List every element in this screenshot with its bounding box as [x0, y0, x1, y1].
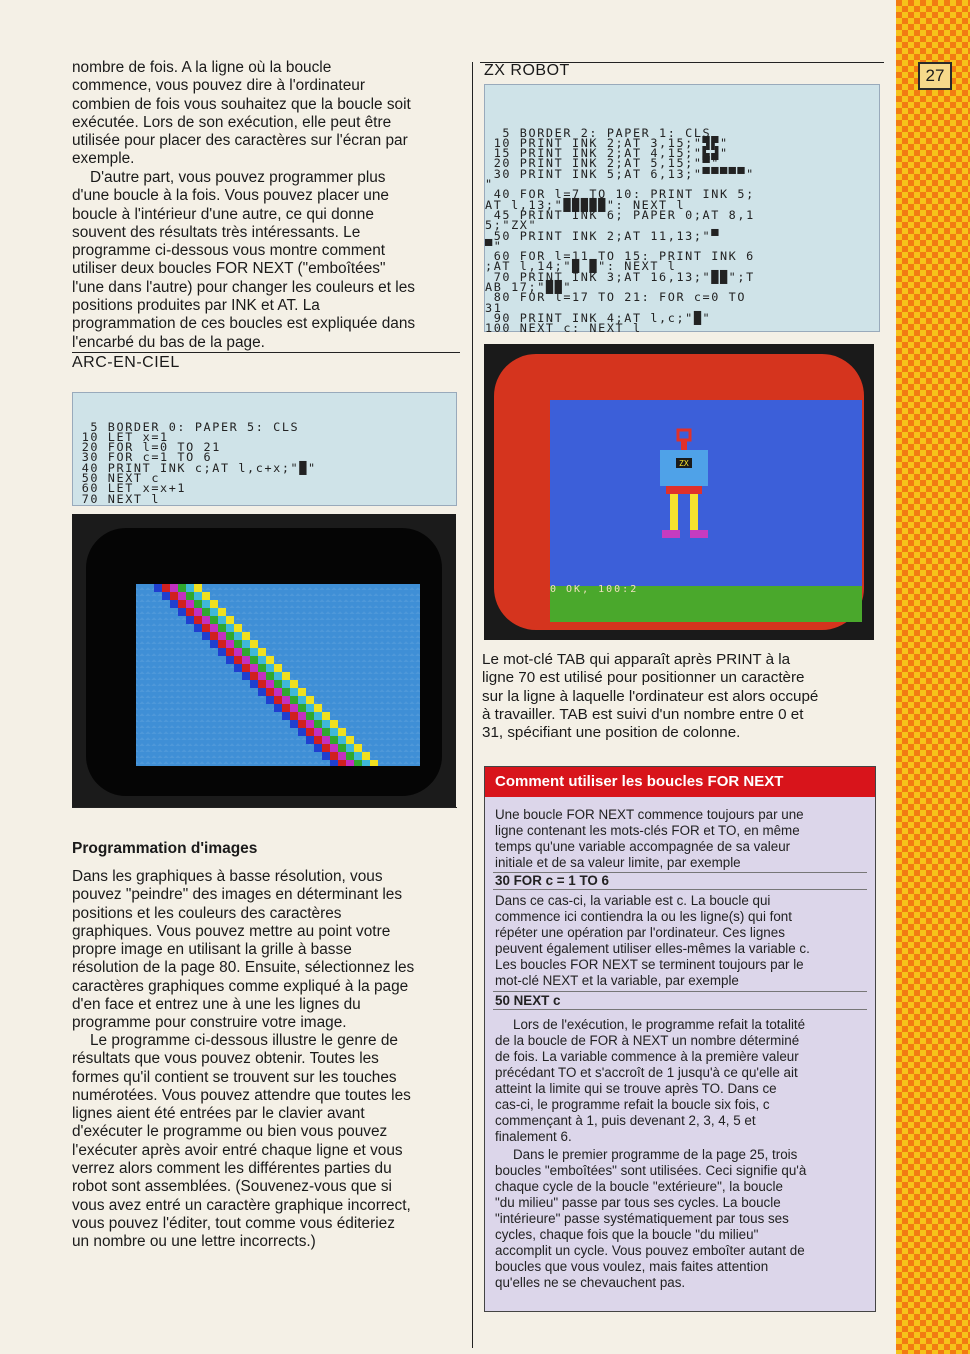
text-line: numérotées. Vous pouvez attendre que toutes les: [72, 1086, 411, 1104]
text-line: graphiques. Vous pouvez mettre au point votre: [72, 922, 391, 940]
rainbow-cell: [298, 712, 306, 720]
rainbow-cell: [290, 696, 298, 704]
rainbow-cell: [226, 624, 234, 632]
code-line: 50 PRINT INK 2;AT 11,13;"▀: [485, 228, 720, 243]
rainbow-cell: [258, 672, 266, 680]
text-line: commence ici contiendra la ou les ligne(s) qui font: [495, 909, 792, 924]
rainbow-cell: [314, 736, 322, 744]
rainbow-cell: [242, 672, 250, 680]
rainbow-cell: [322, 752, 330, 760]
rainbow-cell: [194, 608, 202, 616]
rainbow-cell: [194, 624, 202, 632]
rainbow-cell: [290, 688, 298, 696]
box-rule-2: [493, 889, 867, 890]
rainbow-cell: [354, 760, 362, 766]
rainbow-cell: [202, 632, 210, 640]
rainbow-cell: [210, 632, 218, 640]
rainbow-cell: [338, 736, 346, 744]
rainbow-cell: [306, 696, 314, 704]
rainbow-cell: [314, 704, 322, 712]
rainbow-cell: [242, 640, 250, 648]
rainbow-cell: [226, 632, 234, 640]
rainbow-cell: [162, 584, 170, 592]
text-line: l'exécuter après avoir entré chaque ligne et vous: [72, 1141, 403, 1159]
rainbow-cell: [314, 712, 322, 720]
rainbow-cell: [234, 648, 242, 656]
decorative-side-strip: [896, 0, 970, 1354]
text-line: ligne contenant les mots-clés FOR et TO, en même: [495, 823, 800, 838]
images-paragraph: [72, 868, 464, 1033]
code-line: 100 NEXT c: NEXT l: [485, 321, 642, 336]
rainbow-cell: [250, 648, 258, 656]
rainbow-cell: [242, 656, 250, 664]
text-line: verrez alors comment les différentes parties du: [72, 1160, 392, 1178]
rainbow-cell: [186, 600, 194, 608]
text-line: l'encarbé du bas de la page.: [72, 333, 265, 351]
column-divider: [472, 62, 473, 1348]
rainbow-cell: [170, 600, 178, 608]
arc-en-ciel-listing: [72, 392, 457, 506]
rainbow-cell: [362, 752, 370, 760]
text-line: de la boucle de FOR à NEXT un nombre déterminé: [495, 1033, 800, 1048]
code-line: ": [485, 177, 494, 192]
rainbow-cell: [322, 736, 330, 744]
text-line: sur la ligne à laquelle l'ordinateur est alors occupé: [482, 687, 819, 705]
rainbow-cell: [306, 704, 314, 712]
code-line: 20 FOR l=0 TO 21: [73, 440, 221, 455]
text-line: Dans le premier programme de la page 25, trois: [513, 1147, 798, 1162]
zx-robot-figure-icon: [550, 400, 862, 586]
rainbow-cell: [306, 720, 314, 728]
rainbow-cell: [282, 672, 290, 680]
box-rule-3: [493, 991, 867, 992]
code-line: 30 FOR c=1 TO 6: [73, 450, 213, 465]
text-line: vous pouvez l'éditer, tout comme vous éditeriez: [72, 1214, 395, 1232]
rainbow-cell: [370, 760, 378, 766]
box-paragraph-4: [495, 1147, 869, 1291]
box-paragraph-1: [495, 807, 869, 871]
rainbow-cell: [306, 728, 314, 736]
robot-paragraph: [72, 1032, 464, 1252]
rainbow-cell: [330, 736, 338, 744]
rainbow-cell: [258, 648, 266, 656]
code-line: 60 FOR l=11 TO 15: PRINT INK 6: [485, 249, 755, 264]
rainbow-cell: [266, 680, 274, 688]
rainbow-cell: [250, 680, 258, 688]
rainbow-cell: [250, 656, 258, 664]
code-line: 20 PRINT INK 2;AT 5,15;"▀": [485, 156, 720, 171]
code-line: 60 LET x=x+1: [73, 481, 187, 496]
rainbow-cell: [178, 592, 186, 600]
rainbow-cell: [218, 608, 226, 616]
text-line: peuvent également utiliser elles-mêmes la variable c.: [495, 941, 810, 956]
code-line: 31: [485, 300, 503, 315]
code-line: 70 NEXT l: [73, 491, 161, 506]
rainbow-cell: [234, 632, 242, 640]
tv-bezel: [86, 528, 442, 796]
rainbow-cell: [274, 704, 282, 712]
rainbow-cell: [178, 584, 186, 592]
rainbow-cell: [298, 704, 306, 712]
rainbow-cell: [322, 728, 330, 736]
rainbow-cell: [346, 736, 354, 744]
rainbow-cell: [298, 688, 306, 696]
rainbow-cell: [274, 664, 282, 672]
text-line: pouvez "peindre" des images en déterminant les: [72, 886, 403, 904]
rainbow-cell: [258, 664, 266, 672]
rainbow-cell: [210, 640, 218, 648]
text-line: commençant à 1, puis devenant 2, 3, 4, 5 et: [495, 1113, 756, 1128]
rainbow-cell: [154, 584, 162, 592]
page-number: 27: [918, 62, 952, 90]
text-line: boucle à l'intérieur d'une autre, ce qui donne: [72, 205, 374, 223]
text-line: d'en face et entrez une à une les lignes du: [72, 996, 361, 1014]
code-line: 5;"ZX": [485, 218, 538, 233]
text-line: robot sont assemblées. (Souvenez-vous que si: [72, 1178, 392, 1196]
code-line: 40 PRINT INK c;AT l,c+x;"█": [73, 460, 317, 475]
rainbow-cell: [322, 712, 330, 720]
text-line: Le mot-clé TAB qui apparaît après PRINT à la: [482, 651, 791, 668]
section-rule: [72, 352, 460, 353]
rainbow-cell: [314, 728, 322, 736]
rainbow-cell: [282, 704, 290, 712]
rainbow-cell: [186, 584, 194, 592]
rainbow-cell: [282, 696, 290, 704]
text-line: précédant TO et s'accroît de 1 jusqu'à ce qu'elle ait: [495, 1065, 798, 1080]
rainbow-cell: [290, 680, 298, 688]
text-line: boucles "emboîtées" sont utilisées. Ceci signifie qu'à: [495, 1163, 807, 1178]
rainbow-cell: [242, 664, 250, 672]
rainbow-cell: [226, 616, 234, 624]
rainbow-cell: [218, 648, 226, 656]
text-line: propre image en utilisant la grille à basse: [72, 941, 352, 959]
text-line: Les boucles FOR NEXT se terminent toujours par le: [495, 957, 804, 972]
rainbow-cell: [186, 616, 194, 624]
code-line: 15 PRINT INK 2;AT 4,15;"▙▟": [485, 146, 729, 161]
rainbow-cell: [298, 720, 306, 728]
box-example-1: 30 FOR c = 1 TO 6: [495, 873, 609, 888]
text-line: Une boucle FOR NEXT commence toujours par une: [495, 807, 804, 822]
rainbow-cell: [250, 672, 258, 680]
rainbow-cell: [306, 736, 314, 744]
screen-status-line: 0 OK, 100:2: [550, 584, 639, 595]
arc-en-ciel-title: ARC-EN-CIEL: [72, 354, 180, 371]
text-line: à travailler. TAB est suivi d'un nombre entre 0 et: [482, 705, 804, 723]
text-line: cas-ci, le programme refait la boucle six fois, c: [495, 1097, 770, 1112]
text-line: programmation de ces boucles est expliquée dans: [72, 315, 416, 333]
rainbow-cell: [266, 688, 274, 696]
rainbow-cell: [314, 744, 322, 752]
text-line: positions et les couleurs des caractères: [72, 904, 342, 922]
rainbow-cell: [178, 600, 186, 608]
text-line: lignes aient été entrées par le clavier avant: [72, 1105, 365, 1123]
rainbow-cell: [258, 680, 266, 688]
rainbow-cell: [306, 712, 314, 720]
box-rule-4: [493, 1009, 867, 1010]
rainbow-cell: [234, 640, 242, 648]
code-line: 40 FOR l=7 TO 10: PRINT INK 5;: [485, 187, 755, 202]
rainbow-cell: [202, 624, 210, 632]
code-line: 10 PRINT INK 2;AT 3,15;"▜▛": [485, 135, 729, 150]
text-line: initiale et de sa valeur limite, par exemple: [495, 855, 741, 870]
rainbow-cell: [274, 680, 282, 688]
text-line: programme pour construire votre image.: [72, 1014, 347, 1032]
text-line: vous avez entré un caractère graphique incorrect,: [72, 1196, 411, 1214]
box-title: Comment utiliser les boucles FOR NEXT: [485, 767, 875, 797]
rainbow-cell: [330, 728, 338, 736]
rainbow-cell: [210, 608, 218, 616]
box-example-2: 50 NEXT c: [495, 993, 561, 1008]
text-line: nombre de fois. A la ligne où la boucle: [72, 59, 332, 76]
rainbow-cell: [362, 760, 370, 766]
rainbow-cell: [274, 688, 282, 696]
rainbow-cell: [162, 592, 170, 600]
text-line: Le programme ci-dessous illustre le genre de: [90, 1032, 398, 1049]
rainbow-tv-screen: [72, 514, 456, 808]
text-line: accomplit un cycle. Vous pouvez emboîter autant de: [495, 1243, 805, 1258]
rainbow-cell: [202, 592, 210, 600]
text-line: atteint la limite qui se trouve après TO. Dans ce: [495, 1081, 777, 1096]
zx-robot-listing: [484, 84, 880, 336]
text-line: qu'elles ne se chevauchent pas.: [495, 1275, 686, 1290]
rainbow-cell: [338, 728, 346, 736]
rainbow-cell: [290, 720, 298, 728]
box-paragraph-2: [495, 893, 869, 989]
rainbow-cell: [354, 744, 362, 752]
text-line: caractères graphiques comme expliqué à la page: [72, 977, 409, 995]
rainbow-cell: [346, 744, 354, 752]
rainbow-cell: [210, 624, 218, 632]
rainbow-cell: [266, 664, 274, 672]
rainbow-cell: [226, 648, 234, 656]
rainbow-cell: [330, 744, 338, 752]
rainbow-cell: [226, 640, 234, 648]
rainbow-cell: [282, 680, 290, 688]
text-line: exécutée. Lors de son exécution, elle peut être: [72, 113, 392, 131]
rainbow-cell: [258, 688, 266, 696]
rainbow-cell: [202, 608, 210, 616]
text-line: Dans les graphiques à basse résolution, vous: [72, 868, 383, 885]
robot-tv-screen: [484, 344, 874, 640]
rainbow-cell: [210, 600, 218, 608]
code-line: AT l,13;"█████": NEXT l: [485, 197, 686, 212]
rainbow-cell: [194, 584, 202, 592]
rainbow-cell: [346, 752, 354, 760]
rainbow-cell: [170, 584, 178, 592]
text-line: résolution de la page 80. Ensuite, sélectionnez les: [72, 959, 415, 977]
text-line: un nombre ou une lettre incorrects.): [72, 1233, 316, 1251]
text-line: "intérieure" passe systématiquement par tous ses: [495, 1211, 789, 1226]
text-line: répéter une opération par l'ordinateur. Ces lignes: [495, 925, 785, 940]
text-line: cycles, chaque fois que la boucle "du milieu": [495, 1227, 759, 1242]
text-line: formes qu'il contient se trouvent sur les touches: [72, 1068, 397, 1086]
text-line: chaque cycle de la boucle "extérieure", la boucle: [495, 1179, 783, 1194]
rainbow-cell: [266, 672, 274, 680]
text-line: utiliser deux boucles FOR NEXT ("emboîtées": [72, 260, 386, 278]
rainbow-cell: [234, 656, 242, 664]
code-line: 45 PRINT INK 6; PAPER 0;AT 8,1: [485, 207, 755, 222]
text-line: utilisée pour placer des caractères sur l'écran par: [72, 132, 408, 150]
rainbow-cell: [202, 616, 210, 624]
rainbow-cell: [178, 608, 186, 616]
text-line: d'exécuter le programme ou bien vous pouvez: [72, 1123, 388, 1141]
subheading-programmation-images: Programmation d'images: [72, 840, 258, 857]
code-line: 70 PRINT INK 3;AT 16,13;"██";T: [485, 269, 755, 284]
rainbow-cell: [210, 616, 218, 624]
rainbow-cell: [314, 720, 322, 728]
rainbow-cell: [322, 744, 330, 752]
text-line: Dans ce cas-ci, la variable est c. La boucle qui: [495, 893, 771, 908]
rainbow-cell: [322, 720, 330, 728]
rainbow-cell: [194, 592, 202, 600]
robot-display: [550, 400, 862, 648]
rainbow-cell: [218, 616, 226, 624]
rainbow-cell: [242, 648, 250, 656]
rainbow-cell: [266, 696, 274, 704]
text-line: positions produites par INK et AT. La: [72, 297, 320, 315]
rainbow-cell: [330, 760, 338, 766]
rainbow-cell: [290, 712, 298, 720]
code-line: ;AT l,14;"█ █": NEXT l: [485, 259, 677, 274]
rainbow-cell: [250, 664, 258, 672]
text-line: souvent des résultats très intéressants. Le: [72, 223, 361, 241]
svg-text:ZX: ZX: [679, 459, 689, 468]
text-line: mot-clé NEXT et la variable, par exemple: [495, 973, 739, 988]
text-line: combien de fois vous souhaitez que la boucle soit: [72, 95, 411, 113]
rainbow-cell: [338, 760, 346, 766]
rainbow-cell: [186, 608, 194, 616]
code-line: 80 FOR l=17 TO 21: FOR c=0 TO: [485, 290, 747, 305]
zx-robot-title: ZX ROBOT: [484, 62, 570, 79]
rainbow-cell: [226, 656, 234, 664]
rainbow-cell: [282, 712, 290, 720]
rainbow-cell: [202, 600, 210, 608]
rainbow-cell: [242, 632, 250, 640]
code-line: 5 BORDER 0: PAPER 5: CLS: [73, 419, 300, 434]
for-next-box: [484, 766, 876, 1312]
rainbow-cell: [258, 656, 266, 664]
rainbow-cell: [274, 696, 282, 704]
code-line: 10 LET x=1: [73, 429, 169, 444]
diagonal-rainbow-pattern-icon: [136, 584, 420, 766]
text-line: programme ci-dessous vous montre comment: [72, 242, 386, 260]
text-line: ligne 70 est utilisé pour positionner un caractère: [482, 669, 805, 687]
rainbow-cell: [218, 624, 226, 632]
text-line: exemple.: [72, 150, 135, 168]
rainbow-cell: [298, 696, 306, 704]
nested-loops-paragraph: [72, 169, 462, 352]
text-line: temps qu'une variable accompagnée de sa valeur: [495, 839, 791, 854]
rainbow-cell: [330, 752, 338, 760]
text-line: de fois. La variable commence à la première valeur: [495, 1049, 799, 1064]
rainbow-cell: [250, 640, 258, 648]
rainbow-cell: [266, 656, 274, 664]
text-line: l'une dans l'autre) pour changer les couleurs et les: [72, 278, 415, 296]
rainbow-cell: [234, 664, 242, 672]
rainbow-cell: [282, 688, 290, 696]
code-line: ▀": [485, 238, 503, 253]
code-line: 50 NEXT c: [73, 471, 161, 486]
text-line: Lors de l'exécution, le programme refait la totalité: [513, 1017, 806, 1032]
intro-paragraph: [72, 59, 462, 169]
rainbow-display: [136, 584, 420, 766]
text-line: 31, spécifiant une position de colonne.: [482, 724, 741, 742]
rainbow-cell: [194, 600, 202, 608]
rainbow-cell: [170, 592, 178, 600]
code-line: 5 BORDER 2: PAPER 1: CLS: [485, 125, 712, 140]
rainbow-cell: [346, 760, 354, 766]
code-line: 90 PRINT INK 4;AT l,c;"█": [485, 310, 712, 325]
rainbow-cell: [330, 720, 338, 728]
rainbow-cell: [218, 640, 226, 648]
text-line: D'autre part, vous pouvez programmer plus: [90, 169, 386, 186]
rainbow-cell: [338, 744, 346, 752]
box-paragraph-3: [495, 1017, 869, 1145]
text-line: résultats que vous pouvez obtenir. Toutes les: [72, 1050, 379, 1068]
rainbow-cell: [218, 632, 226, 640]
code-line: AB 17;"██": [485, 280, 573, 295]
rainbow-cell: [194, 616, 202, 624]
text-line: commence, vous pouvez dire à l'ordinateur: [72, 77, 365, 95]
rainbow-cell: [290, 704, 298, 712]
tab-paragraph: [482, 651, 878, 742]
screen-rule: [72, 807, 457, 808]
rainbow-cell: [186, 592, 194, 600]
text-line: boucles que vous voulez, mais faites attention: [495, 1259, 769, 1274]
tv-bezel-red: [494, 354, 864, 630]
text-line: finalement 6.: [495, 1129, 572, 1144]
code-line: 30 PRINT INK 5;AT 6,13;"▀▀▀▀▀": [485, 166, 755, 181]
rainbow-cell: [234, 624, 242, 632]
rainbow-cell: [274, 672, 282, 680]
text-line: "du milieu" passe par tous ses cycles. La boucle: [495, 1195, 781, 1210]
rainbow-cell: [298, 728, 306, 736]
rainbow-cell: [338, 752, 346, 760]
rainbow-cell: [354, 752, 362, 760]
text-line: d'une boucle à la fois. Vous pouvez placer une: [72, 187, 389, 205]
